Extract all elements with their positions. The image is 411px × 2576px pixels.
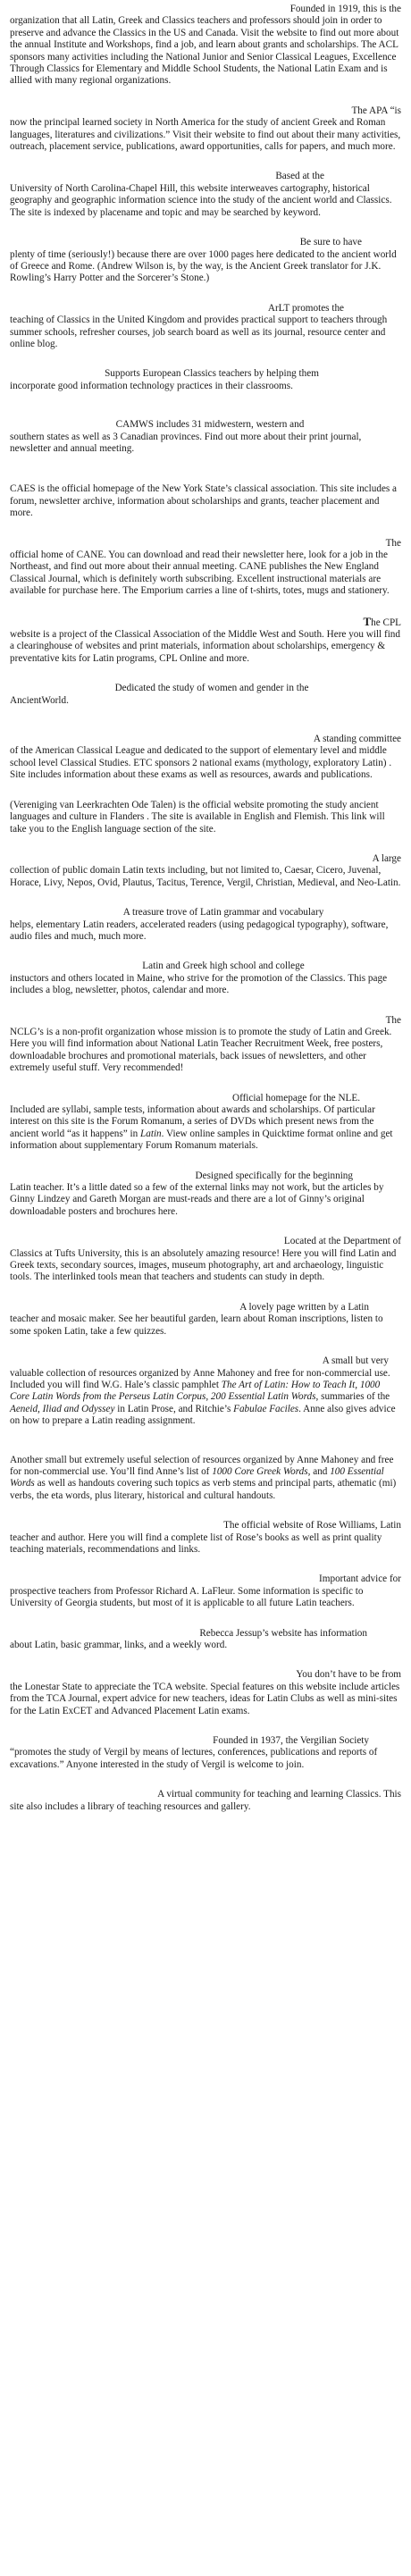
entry-arlt xyxy=(10,303,401,351)
entry-vergilian xyxy=(10,1735,401,1771)
entry-body: valuable collection of resources organized by Anne Mahoney and free for non-commercial use. Included you will find W.G. Hale’s classic pamphlet The Art of Latin: How to Teach It, 1000 Core Latin Words from the Perseus Latin Corpus, 200 Essential Latin Words, summaries of the Aeneid, Iliad and Odyssey in Latin Prose, and Ritchie’s Fabulae Faciles. Anne also gives advice on how to prepare a Latin reading assignment. xyxy=(10,1367,396,1427)
entry-body: collection of public domain Latin texts including, but not limited to, Caesar, Cicero, Juvenal, Horace, Livy, Nepos, Ovid, Plautus, Tacitus, Terence, Vergil, Christian, Medieval, and Neo-Latin. xyxy=(10,865,401,888)
entry-body: website is a project of the Classical Association of the Middle West and South. Here you will find a clearinghouse of websites and print materials, information about scholarships, emergency & preventative kits for Latin programs, CPL Online and more. xyxy=(10,629,400,664)
entry-body: of the American Classical League and dedicated to the support of elementary level and middle school level Classical Studies. ETC sponsors 2 national exams (mythology, exploratory Latin) . Site includes information about these exams as well as resources, awards and publications. xyxy=(10,745,392,781)
entry-lead: Designed specifically for the beginning xyxy=(195,1170,353,1181)
entry-caes xyxy=(10,483,401,519)
entry-body: instuctors and others located in Maine, who strive for the promotion of the Classics. This page includes a blog, newsletter, photos, calendar and more. xyxy=(10,972,388,996)
entry-tca xyxy=(10,1669,401,1717)
entry-body: Another small but extremely useful selection of resources organized by Anne Mahoney and free for non-commercial use. You’ll find Anne’s list of 1000 Core Greek Words, and 100 Essential Words as well as handouts covering such topics as verb stems and principal parts, athematic (mi) verbs, the eta words, plus literary, historical and cultural handouts. xyxy=(10,1454,397,1501)
entry-women xyxy=(10,683,401,707)
entry-lead: Located at the Department of xyxy=(283,1236,401,1247)
entry-mahoney1 xyxy=(10,1355,401,1427)
entry-unc xyxy=(10,171,401,219)
entry-lead xyxy=(10,616,401,629)
entry-body: NCLG’s is a non-profit organization whose mission is to promote the study of Latin and Greek. Here you will find information about National Latin Teacher Recruitment Week, free posters, downloadable brochures and promotional materials, back issues of newsletters, and other extremely useful stuff. Very recommended! xyxy=(10,1026,392,1074)
entry-tufts xyxy=(10,1236,401,1284)
entry-lead: The xyxy=(385,537,401,549)
entry-body: the Lonestar State to appreciate the TCA website. Special features on this website include articles from the TCA Journal, expert advice for new teachers, ideas for Latin Clubs as well as mini-sites for the Latin ExCET and Advanced Placement Latin exams. xyxy=(10,1681,400,1716)
entry-lead: A virtual community for teaching and learning Classics. This xyxy=(157,1789,401,1800)
entry-lafleur xyxy=(10,1573,401,1609)
entry-body: about Latin, basic grammar, links, and a weekly word. xyxy=(10,1640,228,1650)
entry-body: incorporate good information technology practices in their classrooms. xyxy=(10,380,293,391)
entry-body: Latin teacher. It’s a little dated so a few of the external links may not work, but the articles by Ginny Lindzey and Gareth Morgan are must-reads and there are a lot of Ginny’s original downloadable posters and brochures here. xyxy=(10,1182,384,1217)
entry-lead: Important advice for xyxy=(319,1573,401,1585)
entry-body: AncientWorld. xyxy=(10,694,69,706)
entry-grammar xyxy=(10,907,401,943)
entry-virtual xyxy=(10,1789,401,1813)
entry-jessup xyxy=(10,1628,401,1652)
entry-greece xyxy=(10,237,401,285)
entry-lead-rest: he CPL xyxy=(371,617,401,628)
entry-apa xyxy=(10,105,401,154)
entry-body: southern states as well as 3 Canadian provinces. Find out more about their print journal, newsletter and annual meeting. xyxy=(10,431,362,454)
entry-lead: Rebecca Jessup’s website has information xyxy=(199,1627,367,1639)
entry-acl xyxy=(10,4,401,88)
entry-body: teacher and mosaic maker. See her beautiful garden, learn about Roman inscriptions, listen to some spoken Latin, take a few quizzes. xyxy=(10,1313,383,1337)
entry-lead: A small but very xyxy=(322,1355,389,1367)
entry-body: Included are syllabi, sample tests, information about awards and scholarships. Of particular interest on this site is the Forum Romanum, a series of DVDs which present news from the ancient world “as it happens” in Latin. View online samples in Quicktime format online and get information about supplementary Forum Romanum materials. xyxy=(10,1104,393,1152)
entry-cpl xyxy=(10,616,401,666)
entry-nclg xyxy=(10,1015,401,1075)
entry-lead: The xyxy=(385,1014,401,1026)
entry-lead: CAMWS includes 31 midwestern, western and xyxy=(115,419,305,431)
entry-mahoney2 xyxy=(10,1455,401,1503)
entry-body: organization that all Latin, Greek and Classics teachers and professors should join in order to preserve and advance the Classics in the US and Canada. Visit the website to find out more about the annual Institute and Workshops, find a job, and learn about grants and scholarships. The ACL sponsors many activities including the National Junior and Senior Classical Leagues, Excellence Through Classics for Elementary and Middle School Students, the National Latin Exam and is allied with many regional organizations. xyxy=(10,15,399,87)
entry-body: site also includes a library of teaching resources and gallery. xyxy=(10,1800,251,1812)
entry-lead: A treasure trove of Latin grammar and vocabulary xyxy=(122,907,324,919)
entry-mosaic xyxy=(10,1302,401,1338)
entry-body: prospective teachers from Professor Richard A. LaFleur. Some information is specific to University of Georgia students, but most of it is applicable to all future Latin teachers. xyxy=(10,1585,364,1609)
entry-maine xyxy=(10,961,401,996)
entry-nle xyxy=(10,1093,401,1153)
entry-lead: You don’t have to be from xyxy=(296,1669,401,1681)
entry-lead: Supports European Classics teachers by helping them xyxy=(105,368,319,380)
entry-lead: Be sure to have xyxy=(299,237,362,248)
entry-etc xyxy=(10,734,401,782)
entry-public xyxy=(10,853,401,889)
entry-vlot xyxy=(10,800,401,835)
entry-body: teacher and author. Here you will find a complete list of Rose’s books as well as print quality teaching materials, recommendations and links. xyxy=(10,1531,382,1555)
entry-lead: A large xyxy=(372,852,401,864)
entry-lead: Latin and Greek high school and college xyxy=(142,961,305,972)
entry-lead: ArLT promotes the xyxy=(267,302,344,314)
entry-body: teaching of Classics in the United Kingdom and provides practical support to teachers through summer schools, refresher courses, job search board as well as its journal, resource center and online blog. xyxy=(10,315,388,349)
entry-body: plenty of time (seriously!) because there are over 1000 pages here dedicated to the ancient world of Greece and Rome. (Andrew Wilson is, by the way, is the Ancient Greek translator for J.K. Rowling’s Harry Potter and the Sorcerer’s Stone.) xyxy=(10,248,397,284)
entry-body: Classics at Tufts University, this is an absolutely amazing resource! Here you will find Latin and Greek texts, secondary sources, images, museum photography, art and archaeology, linguistic tools. The interlinked tools mean that teachers and students can study in depth. xyxy=(10,1247,397,1283)
entry-lead: A standing committee xyxy=(313,734,401,745)
entry-rose xyxy=(10,1520,401,1556)
entry-body: “promotes the study of Vergil by means of lectures, conferences, publications and reports of excavations.” Anyone interested in the study of Vergil is welcome to join. xyxy=(10,1747,378,1770)
entry-lead: The official website of Rose Williams, Latin xyxy=(223,1520,401,1531)
entry-ginny xyxy=(10,1171,401,1219)
entry-body: (Vereniging van Leerkrachten Ode Talen) is the official website promoting the study ancient languages and culture in Flanders . The site is available in English and Flemish. This link will take you to the English language section of the site. xyxy=(10,799,385,835)
entry-lead: Founded in 1937, the Vergilian Society xyxy=(213,1735,369,1747)
entry-camws xyxy=(10,419,401,455)
entry-lead: Founded in 1919, this is the xyxy=(289,4,401,14)
entry-lead-initial: T xyxy=(363,614,372,628)
entry-lead: Dedicated the study of women and gender in the xyxy=(114,683,309,694)
entry-body: University of North Carolina-Chapel Hill, this website interweaves cartography, historical geography and geographic information science into the study of the ancient world and Classics. The site is indexed by placename and topic and may be searched by keyword. xyxy=(10,182,392,218)
entry-body: official home of CANE. You can download and read their newsletter here, look for a job in the Northeast, and find out more about their annual meeting. CANE publishes the New England Classical Journal, which is definitely worth subscribing. Excellent instructional materials are available for purchase here. The Emporium carries a line of t-shirts, totes, mugs and stationery. xyxy=(10,550,390,597)
entry-lead: The APA “is xyxy=(351,105,401,116)
entry-lead: A lovely page written by a Latin xyxy=(239,1301,369,1313)
entry-lead: Official homepage for the NLE. xyxy=(231,1092,360,1103)
entry-body: CAES is the official homepage of the New York State’s classical association. This site includes a forum, newsletter archive, information about scholarships and grants, teacher placement and more. xyxy=(10,483,398,519)
entry-cane xyxy=(10,538,401,598)
entry-body: now the principal learned society in North America for the study of ancient Greek and Roman languages, literatures and civilizations.” Visit their website to find out about their many activities, outreach, placement service, publications, award opportunities, calls for papers, and much more. xyxy=(10,117,401,153)
entry-body: helps, elementary Latin readers, accelerated readers (using pedagogical typography), software, audio files and much, much more. xyxy=(10,919,389,942)
entry-lead: Based at the xyxy=(275,171,324,182)
entry-european xyxy=(10,368,401,392)
